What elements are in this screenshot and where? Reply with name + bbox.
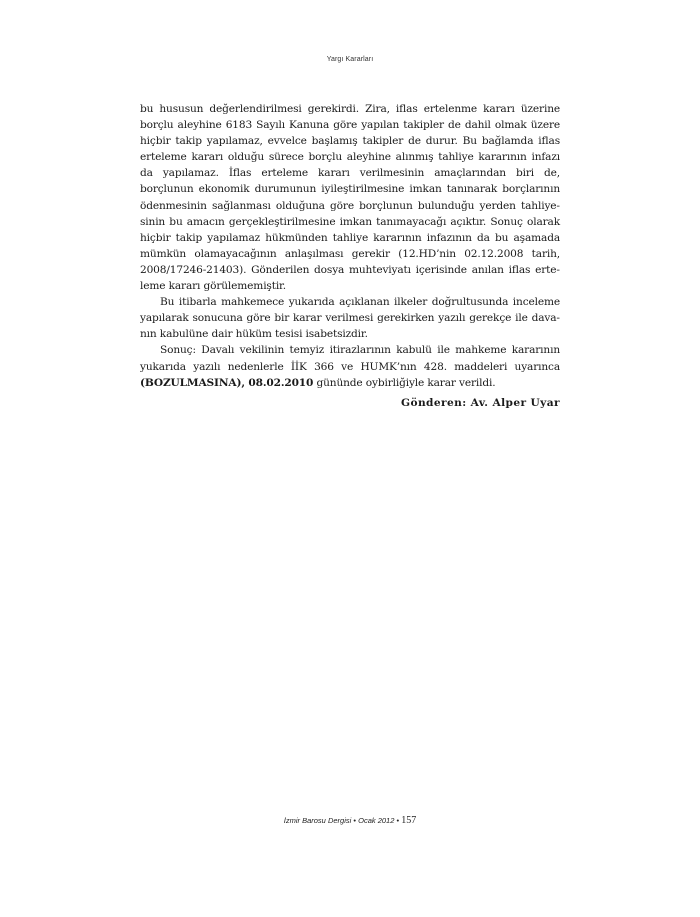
paragraph-3-decision: (BOZULMASINA), 08.02.2010 bbox=[140, 376, 314, 389]
journal-name: İzmir Barosu Dergisi bbox=[283, 816, 352, 825]
issue-date: Ocak 2012 bbox=[358, 816, 395, 825]
footer-bullet-2: • bbox=[396, 816, 400, 825]
paragraph-2: Bu itibarla mahkemece yukarıda açıklanan ilkeler doğrultusunda inceleme yapılarak sonucuna göre bir karar verilmesi gerekirken yazılı gerekçe ile davanın kabulüne dair hüküm tesisi isabetsizdir. bbox=[140, 296, 560, 341]
paragraph-3 bbox=[140, 342, 560, 390]
running-head: Yargı Kararları bbox=[326, 56, 374, 63]
page-number: 157 bbox=[401, 815, 417, 826]
paragraph-1: bu hususun değerlendirilmesi gerekirdi. Zira, iflas ertelenme kararı üzerine borçlu aleyhine 6183 Sayılı Kanuna göre yapılan takipler de dahil olmak üzere hiçbir takip yapılamaz, evvelce başlamış takipler de durur. Bu bağlamda iflas erteleme kararı olduğu sürece borçlu aleyhine alınmış tahliye kararının infazı da yapılamaz. İflas erteleme kararı verilmesinin amaçlarından biri de, borçlunun ekonomik durumunun iyileştirilmesine imkan tanınarak borçlarının ödenmesinin sağlanması olduğuna göre borçlunun bulunduğu yerden tahliyesinin bu amacın gerçekleştirilmesine imkan tanımayacağı açıktır. Sonuç olarak hiçbir takip yapılamaz hükmünden tahliye kararının infazının da bu aşamada mümkün olamayacağının anlaşılması gerekir (12.HD’nin 02.12.2008 tarih, 2008/17246-21403). Gönderilen dosya muhteviyatı içerisinde anılan iflas erteleme kararı görülememiştir. bbox=[140, 103, 560, 293]
paragraph-3-tail: gününde oybirliğiyle karar verildi. bbox=[313, 376, 496, 389]
document-body bbox=[140, 101, 560, 411]
paragraph-3-lead: Sonuç: Davalı vekilinin temyiz itirazlarının kabulü ile mahkeme kararının yukarıda yazılı nedenlerle İİK 366 ve HUMK’nın 428. maddeleri uyarınca bbox=[140, 344, 560, 373]
signature: Gönderen: Av. Alper Uyar bbox=[401, 396, 560, 409]
footer-bullet-1: • bbox=[353, 816, 357, 825]
page-footer bbox=[0, 815, 700, 826]
